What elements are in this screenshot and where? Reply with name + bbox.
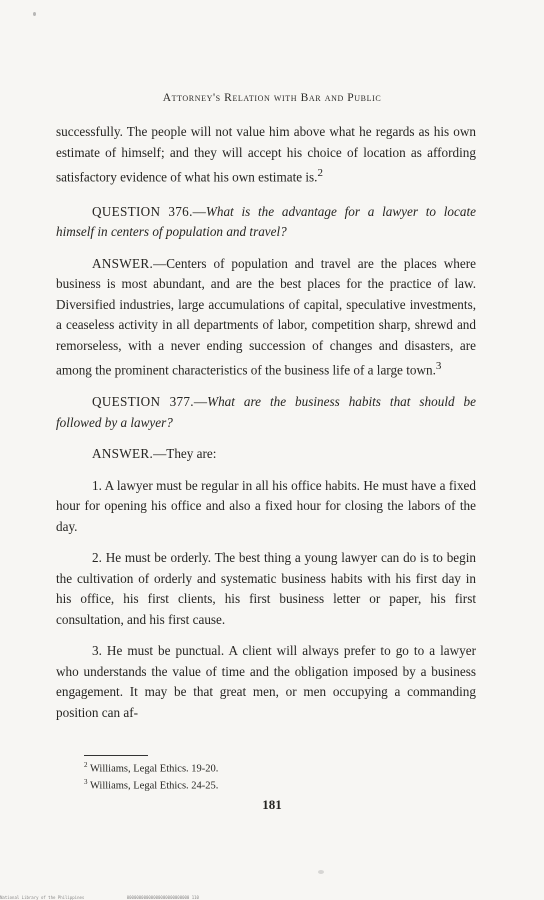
answer-376 xyxy=(56,254,476,381)
scan-id-label: 00000000000000000000000000 110 xyxy=(126,895,199,900)
page-number: 181 xyxy=(262,797,282,812)
list-item-1: 1. A lawyer must be regular in all his office habits. He must have a fixed hour for opening his office and also a fixed hour for closing the labors of the day. xyxy=(56,477,476,534)
footnote-mark: 2 xyxy=(84,761,88,769)
dash: — xyxy=(192,203,206,219)
answer-text: Centers of population and travel are the places where business is most abundant, and are the best places for the practice of law. Diversified industries, large accumulations of capital, speculative investments, a ceaseless activity in all departments of labor, competition sharp, shrewd and remorseless, with a never ending succession of changes and disasters, are among the prominent characteristics of the business life of a large town. xyxy=(56,255,476,378)
dash: — xyxy=(153,255,167,271)
footnote-ref: 2 xyxy=(317,167,323,179)
scan-speck xyxy=(33,12,36,16)
question-text: What is the advantage for a lawyer to locate himself in centers of population and travel? xyxy=(56,203,476,240)
question-label: QUESTION 376. xyxy=(92,203,193,219)
footnote-text: Williams, Legal Ethics. 19-20. xyxy=(89,763,219,775)
footnote-divider xyxy=(84,755,148,756)
answer-377 xyxy=(56,444,476,465)
paragraph-text: successfully. The people will not value him above what he regards as his own estimate of himself; and they will accept his choice of location as affording satisfactory evidence of what his own estimate is. xyxy=(56,124,476,185)
question-377 xyxy=(56,392,476,433)
footnote-ref: 3 xyxy=(435,360,442,373)
footnote-mark: 3 xyxy=(84,777,88,786)
scan-speck xyxy=(318,870,324,874)
footnote xyxy=(84,776,218,793)
scan-watermark xyxy=(0,895,544,900)
scan-source-label: National Library of the Philippines xyxy=(0,895,85,900)
answer-label: ANSWER. xyxy=(92,446,154,462)
dash: — xyxy=(193,394,208,410)
running-head: Attorney's Relation with Bar and Public xyxy=(162,92,382,104)
dash: — xyxy=(153,446,167,462)
list-item-2: 2. He must be orderly. The best thing a young lawyer can do is to begin the cultivation of orderly and systematic business habits with his first day in his office, his first clients, his first business letter or paper, his first consultation, and his first cause. xyxy=(56,550,476,627)
paragraph-continuation xyxy=(56,122,476,188)
question-label: QUESTION 377. xyxy=(92,394,194,410)
question-text: What are the business habits that should be followed by a lawyer? xyxy=(56,394,476,430)
footnotes xyxy=(84,759,218,792)
answer-text: They are: xyxy=(166,446,217,462)
answer-label: ANSWER. xyxy=(92,255,154,271)
list-item-3: 3. He must be punctual. A client will always prefer to go to a lawyer who understands the value of time and the obligation imposed by a business engagement. It may be that great men, or men occupying a commanding position can af- xyxy=(56,643,476,720)
page-body xyxy=(56,122,476,734)
footnote xyxy=(84,759,218,776)
footnote-text: Williams, Legal Ethics. 24-25. xyxy=(89,780,219,791)
question-376 xyxy=(56,202,476,243)
